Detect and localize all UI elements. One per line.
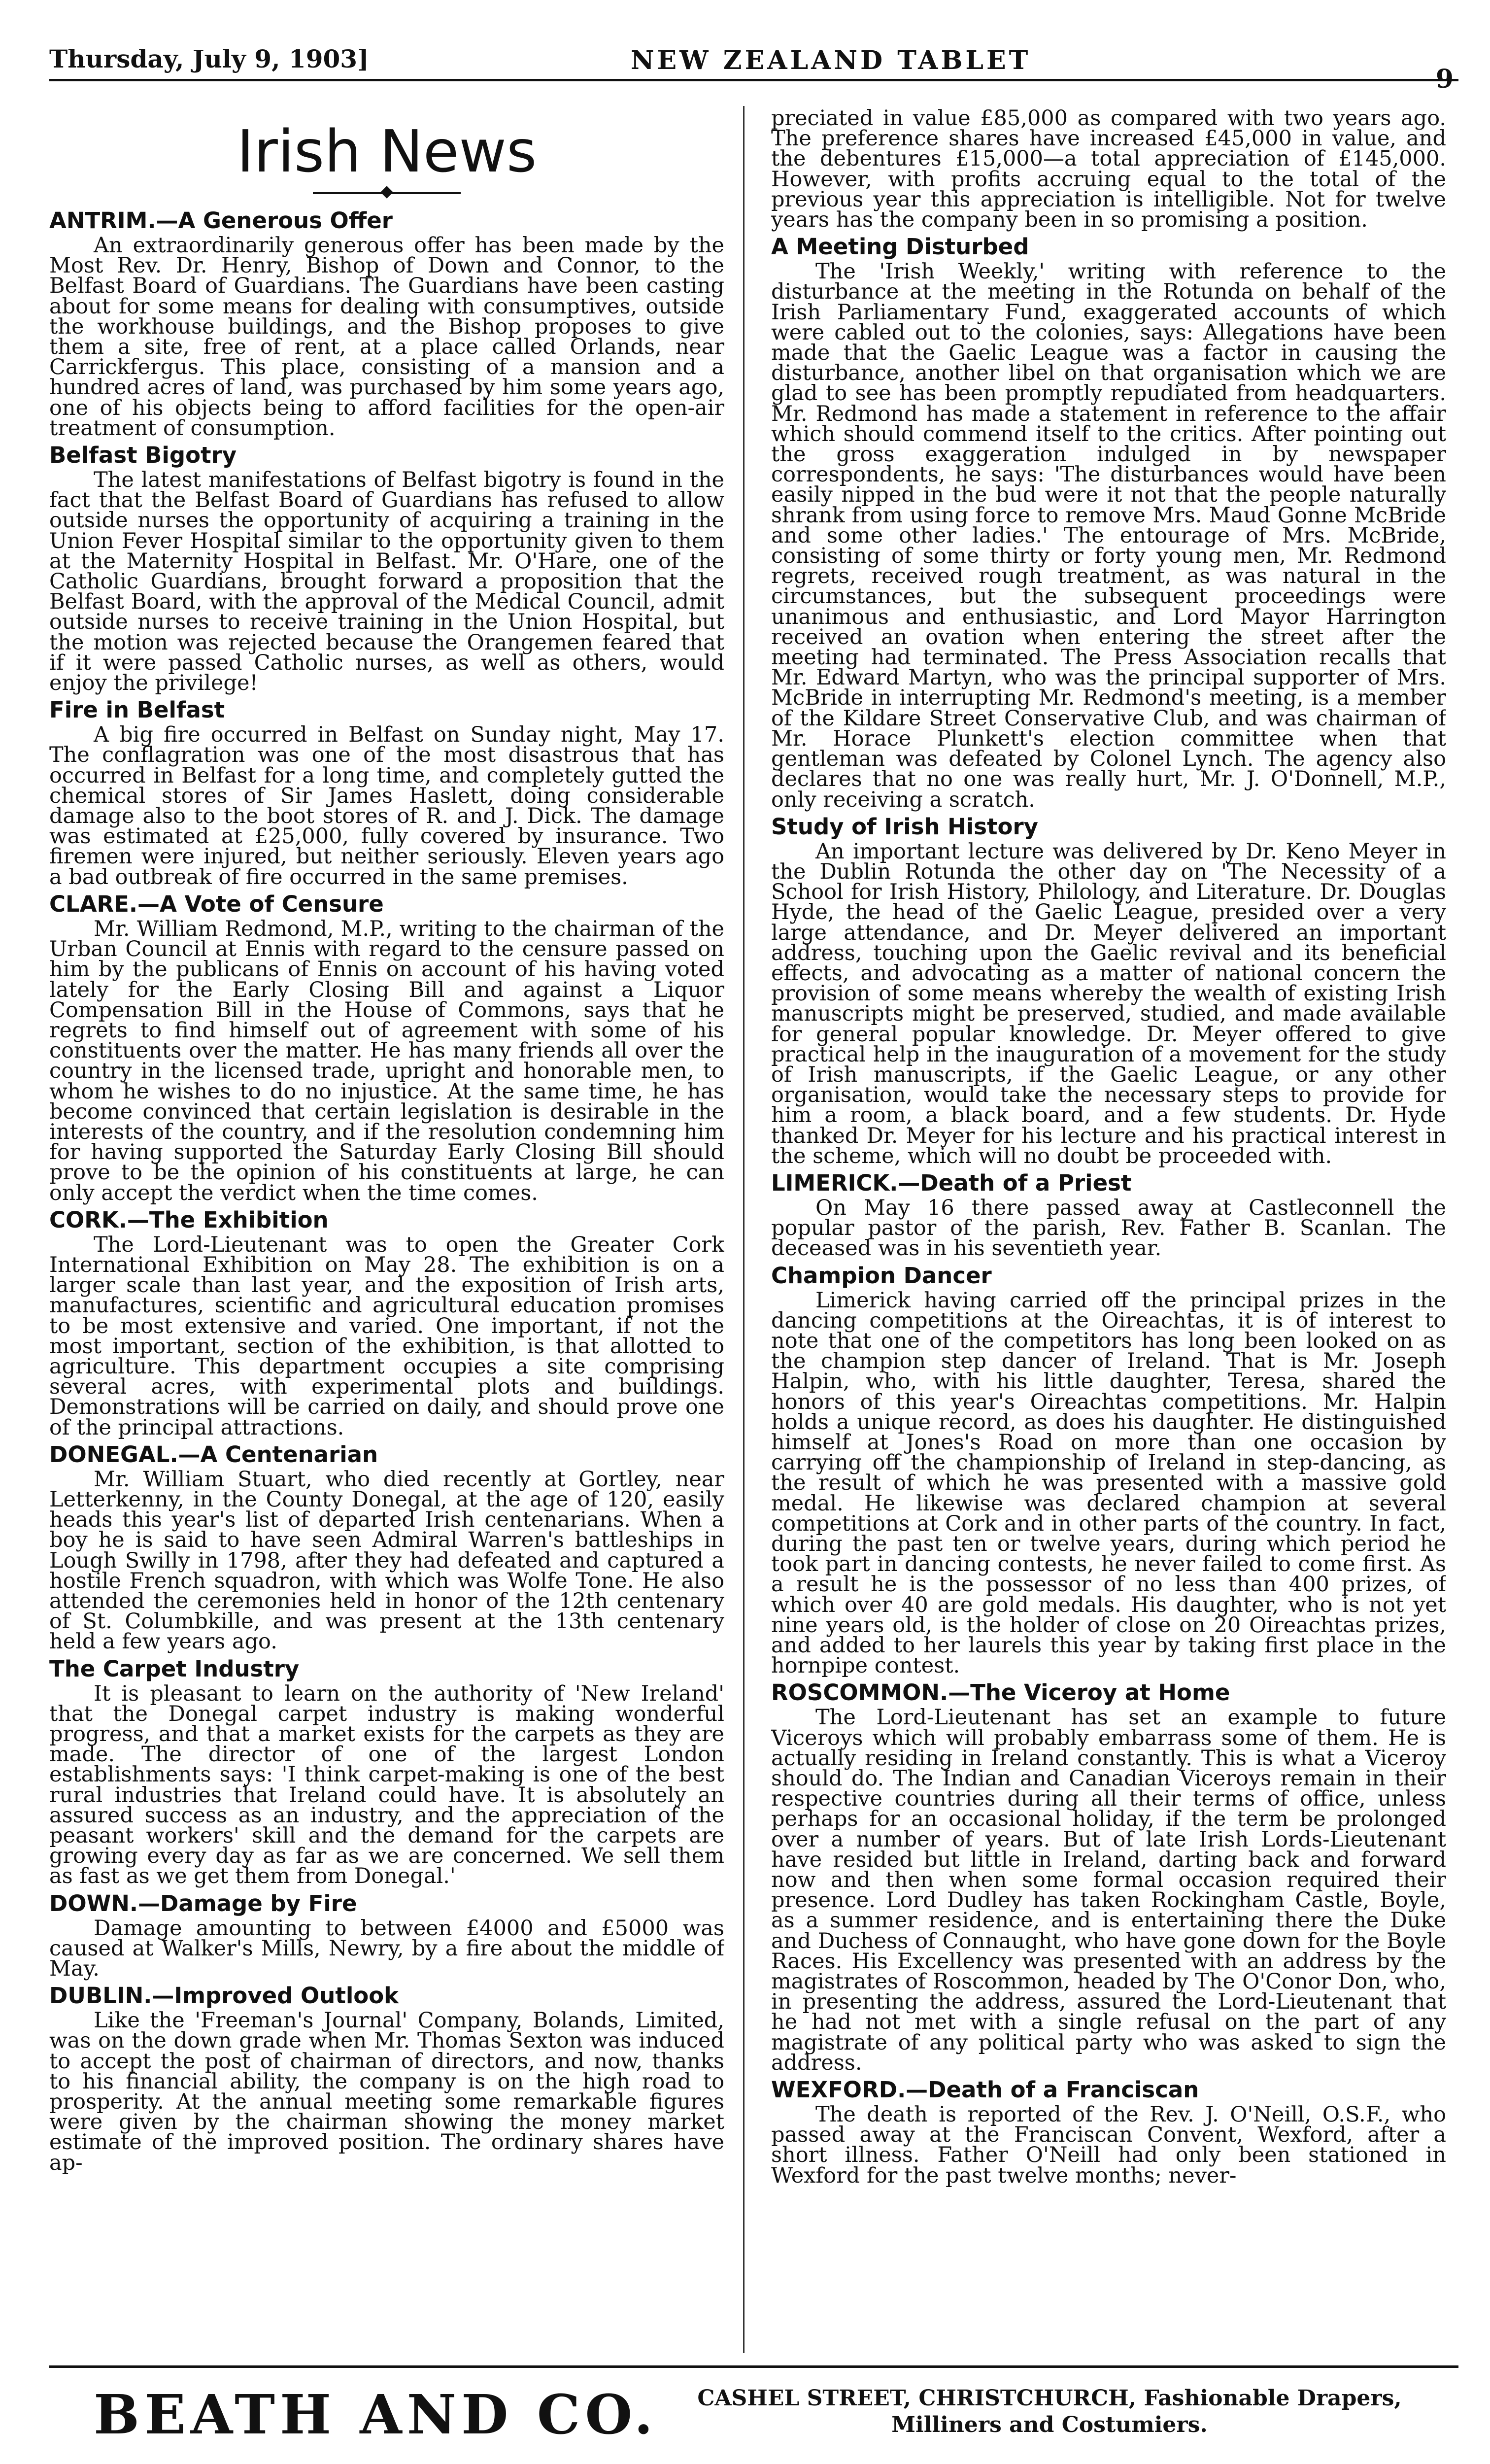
article: [771, 1262, 1446, 1677]
article-heading: DUBLIN.—Improved Outlook: [49, 1983, 399, 2009]
footer-divider: [49, 2365, 1458, 2368]
article-body: On May 16 there passed away at Castleconnell the popular pastor of the parish, Rev. Father B. Scanlan. The deceased was in his seventieth year.: [771, 1195, 1446, 1261]
article: [49, 1655, 724, 1887]
advertiser-trade: Milliners and Costumiers.: [891, 2412, 1208, 2437]
article-body: Like the 'Freeman's Journal' Company, Bolands, Limited, was on the down grade when Mr. Thomas Sexton was induced to accept the post of chairman of directors, and now, thanks to his financial ability, the company is on the high road to prosperity. At the annual meeting some remarkable figures were given by the chairman showing the money market estimate of the improved position. The ordinary shares have ap-: [49, 2008, 724, 2175]
advertiser-details: [680, 2385, 1419, 2438]
article-body: It is pleasant to learn on the authority of 'New Ireland' that the Donegal carpet industry is making wonderful progress, and that a market exists for the carpets as they are made. The director of one of the largest London establishments says: 'I think carpet-making is one of the best rural industries that Ireland could have. It is absolutely an assured success as an industry, and the appreciation of the peasant workers' skill and the demand for the carpets are growing every day as far as we are concerned. We sell them as fast as we get them from Donegal.': [49, 1681, 724, 1889]
article-body: An extraordinarily generous offer has been made by the Most Rev. Dr. Henry, Bishop of Down and Connor, to the Belfast Board of Guardians. The Guardians have been casting about for some means for dealing with consumptives, outside the workhouse buildings, and the Bishop proposes to give them a site, free of rent, at a place called Orlands, near Carrickfergus. This place, consisting of a mansion and a hundred acres of land, was purchased by him some years ago, one of his objects being to afford facilities for the open-air treatment of consumption.: [49, 233, 724, 441]
article-body: An important lecture was delivered by Dr. Keno Meyer in the Dublin Rotunda the other day on 'The Necessity of a School for Irish History, Philology, and Literature. Dr. Douglas Hyde, the head of the Gaelic League, presided over a very large attendance, and Dr. Meyer delivered an important address, touching upon the Gaelic revival and its beneficial effects, and advocating as a matter of national concern the provision of some means whereby the wealth of existing Irish manuscripts might be preserved, studied, and made available for general popular knowledge. Dr. Meyer offered to give practical help in the inauguration of a movement for the study of Irish manuscripts, if the Gaelic League, or any other organisation, would take the necessary steps to provide for him a room, a black board, and a few students. Dr. Hyde thanked Dr. Meyer for his lecture and his practical interest in the scheme, which will no doubt be proceeded with.: [771, 839, 1446, 1168]
article: [771, 1169, 1446, 1259]
article-body: The Lord-Lieutenant was to open the Greater Cork International Exhibition on May 28. The exhibition is on a larger scale than last year, and the exposition of Irish arts, manufactures, scientific and agricultural education promises to be most extensive and varied. One important, if not the most important, section of the exhibition, is that allotted to agriculture. This department occupies a site comprising several acres, with experimental plots and buildings. Demonstrations will be carried on daily, and should prove one of the principal attractions.: [49, 1232, 724, 1440]
article-body: The death is reported of the Rev. J. O'Neill, O.S.F., who passed away at the Franciscan Convent, Wexford, after a short illness. Father O'Neill had only been stationed in Wexford for the past twelve months; never-: [771, 2102, 1446, 2188]
article-heading: Champion Dancer: [771, 1262, 992, 1289]
issue-date: Thursday, July 9, 1903]: [49, 44, 369, 73]
article-continuation: preciated in value £85,000 as compared with two years ago. The preference shares have increased £45,000 in value, and the debentures £15,000—a total appreciation of £145,000. However, with profits accruing equal to the total of the previous year this appreciation is intelligible. Not for twelve years has the company been in so promising a position.: [771, 108, 1446, 233]
article: [49, 1890, 724, 1980]
article-heading: Fire in Belfast: [49, 697, 225, 723]
column-divider: [743, 106, 745, 2353]
article: [49, 1441, 724, 1652]
article: [771, 2076, 1446, 2186]
publication-title: NEW ZEALAND TABLET: [631, 45, 1031, 75]
article-heading: Study of Irish History: [771, 813, 1038, 840]
article: [49, 207, 724, 439]
article: [771, 813, 1446, 1166]
article-heading: CORK.—The Exhibition: [49, 1206, 329, 1233]
article: [49, 442, 724, 696]
article: [49, 1206, 724, 1438]
page-number: 9: [1435, 64, 1454, 94]
article-body: Mr. William Redmond, M.P., writing to the chairman of the Urban Council at Ennis with regard to the censure passed on him by the publicans of Ennis on account of his having voted lately for the Early Closing Bill and against a Liquor Compensation Bill in the House of Commons, says that he regrets to find himself out of agreement with some of his constituents over the matter. He has many friends all over the country in the licensed trade, upright and honorable men, to whom he wishes to do no injustice. At the same time, he has become convinced that certain legislation is desirable in the interests of the country, and if the resolution condemning him for having supported the Saturday Early Closing Bill should prove to be the opinion of his constituents at large, he can only accept the verdict when the time comes.: [49, 916, 724, 1205]
advertiser-name: BEATH AND CO.: [94, 2383, 658, 2446]
article-heading: CLARE.—A Vote of Censure: [49, 890, 384, 917]
title-ornament: [313, 192, 461, 194]
article-body: Limerick having carried off the principal prizes in the dancing competitions at the Oireachtas, it is of interest to note that one of the competitors has long been looked on as the champion step dancer of Ireland. That is Mr. Joseph Halpin, who, with his little daughter, Teresa, shared the honors of this year's Oireachtas competitions. Mr. Halpin holds a unique record, as does his daughter. He distinguished himself at Jones's Road on more than one occasion by carrying off the championship of Ireland in step-dancing, as the result of which he was presented with a massive gold medal. He likewise was declared champion at several competitions at Cork and in other parts of the country. In fact, during the past ten or twelve years, during which period he took part in dancing contests, he never failed to come first. As a result he is the possessor of no less than 400 prizes, of which over 40 are gold medals. His daughter, who is not yet nine years old, is the holder of close on 20 Oireachtas prizes, and added to her laurels this year by taking first place in the hornpipe contest.: [771, 1288, 1446, 1678]
article: [771, 1679, 1446, 2073]
article: [771, 233, 1446, 810]
article-body: The Lord-Lieutenant has set an example to future Viceroys which will probably embarrass some of them. He is actually residing in Ireland constantly. This is what a Viceroy should do. The Indian and Canadian Viceroys remain in their respective countries during all their terms of office, unless perhaps for an occasional holiday, if the term be prolonged over a number of years. But of late Irish Lords-Lieutenant have resided but little in Ireland, darting back and forward now and then when some formal occasion required their presence. Lord Dudley has taken Rockingham Castle, Boyle, as a summer residence, and is entertaining there the Duke and Duchess of Connaught, who have gone down for the Boyle Races. His Excellency was presented with an address by the magistrates of Roscommon, headed by The O'Conor Don, who, in presenting the address, assured the Lord-Lieutenant that he had not met with a single refusal on the part of any magistrate of any political party who was asked to sign the address.: [771, 1705, 1446, 2075]
article-heading: ROSCOMMON.—The Viceroy at Home: [771, 1679, 1230, 1706]
article-body: A big fire occurred in Belfast on Sunday night, May 17. The conflagration was one of the most disastrous that has occurred in Belfast for a long time, and completely gutted the chemical stores of Sir James Haslett, doing considerable damage also to the boot stores of R. and J. Dick. The damage was estimated at £25,000, fully covered by insurance. Two firemen were injured, but neither seriously. Eleven years ago a bad outbreak of fire occurred in the same premises.: [49, 722, 724, 890]
article-heading: DOWN.—Damage by Fire: [49, 1890, 357, 1916]
article-heading: ANTRIM.—A Generous Offer: [49, 207, 393, 234]
article-heading: LIMERICK.—Death of a Priest: [771, 1169, 1132, 1196]
article-heading: Belfast Bigotry: [49, 442, 237, 469]
article-heading: A Meeting Disturbed: [771, 234, 1029, 260]
article-body: The 'Irish Weekly,' writing with reference to the disturbance at the meeting in the Rotunda on behalf of the Irish Parliamentary Fund, exaggerated accounts of which were cabled out to the colonies, says: Allegations have been made that the Gaelic League was a factor in causing the disturbance, another libel on that organisation which we are glad to see has been promptly repudiated from headquarters. Mr. Redmond has made a statement in reference to the affair which should commend itself to the critics. After pointing out the gross exaggeration indulged in by newspaper correspondents, he says: 'The disturbances would have been easily nipped in the bud were it not that the people naturally shrank from using force to remove Mrs. Maud Gonne McBride and some other ladies.' The entourage of Mrs. McBride, consisting of some thirty or forty young men, Mr. Redmond regrets, received rough treatment, as was natural in the circumstances, but the subsequent proceedings were unanimous and enthusiastic, and Lord Mayor Harrington received an ovation when entering the street after the meeting had terminated. The Press Association recalls that Mr. Edward Martyn, who was the principal supporter of Mrs. McBride in interrupting Mr. Redmond's meeting, is a member of the Kildare Street Conservative Club, and was chairman of Mr. Horace Plunkett's election committee when that gentleman was defeated by Colonel Lynch. The agency also declares that no one was really hurt, Mr. J. O'Donnell, M.P., only receiving a scratch.: [771, 259, 1446, 812]
article: [49, 890, 724, 1203]
article-heading: DONEGAL.—A Centenarian: [49, 1441, 378, 1468]
masthead: [49, 15, 1458, 94]
article-body: Damage amounting to between £4000 and £5000 was caused at Walker's Mills, Newry, by a fire about the middle of May.: [49, 1916, 724, 1982]
article-body: Mr. William Stuart, who died recently at Gortley, near Letterkenny, in the County Donegal, at the age of 120, easily heads this year's list of departed Irish centenarians. When a boy he is said to have seen Admiral Warren's battleships in Lough Swilly in 1798, after they had defeated and captured a hostile French squadron, with which was Wolfe Tone. He also attended the ceremonies held in honor of the 12th centenary of St. Columbkille, and was present at the 13th centenary held a few years ago.: [49, 1467, 724, 1654]
article-heading: WEXFORD.—Death of a Franciscan: [771, 2077, 1199, 2103]
right-column: [771, 108, 1446, 2346]
section-title: Irish News: [237, 117, 537, 185]
article-body: The latest manifestations of Belfast bigotry is found in the fact that the Belfast Board of Guardians has refused to allow outside nurses the opportunity of acquiring a training in the Union Fever Hospital similar to the opportunity given to them at the Maternity Hospital in Belfast. Mr. O'Hare, one of the Catholic Guardians, brought forward a proposition that the Belfast Board, with the approval of the Medical Council, admit outside nurses to receive training in the Union Hospital, but the motion was rejected because the Orangemen feared that if it were passed Catholic nurses, as well as others, would enjoy the privilege!: [49, 468, 724, 696]
article: [49, 1982, 724, 2173]
advertiser-address: CASHEL STREET, CHRISTCHURCH, Fashionable Drapers,: [697, 2386, 1402, 2411]
article-heading: The Carpet Industry: [49, 1655, 300, 1682]
left-column: [49, 108, 724, 2346]
article: [49, 696, 724, 888]
